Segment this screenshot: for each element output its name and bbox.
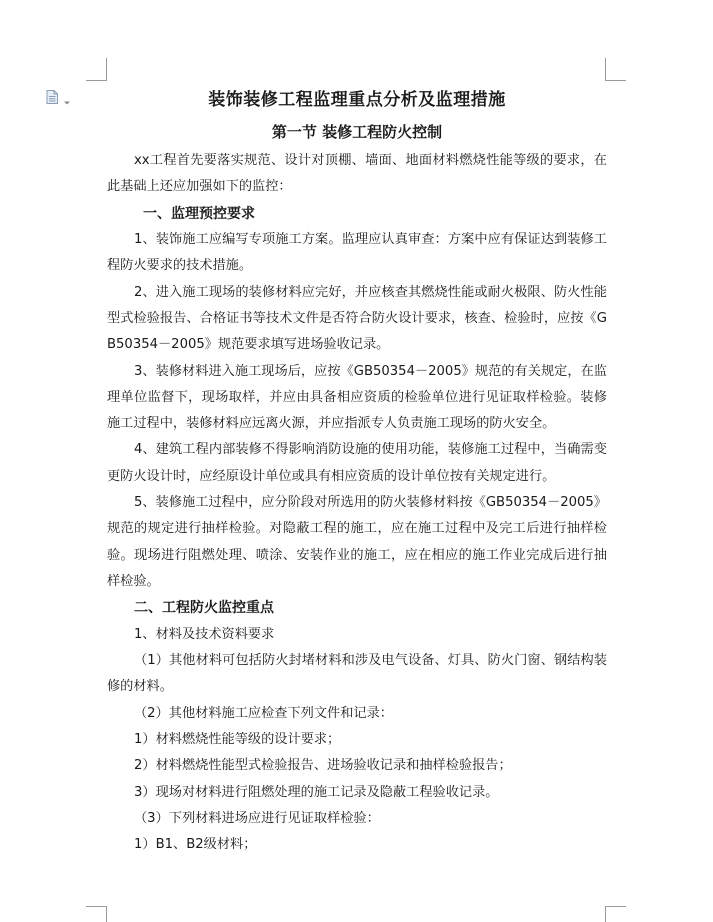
list-item: 1）材料燃烧性能等级的设计要求； <box>134 731 341 747</box>
document-icon[interactable] <box>46 90 58 104</box>
section-title: 第一节 装修工程防火控制 <box>271 123 443 141</box>
document-page <box>107 86 607 858</box>
list-item: 2）材料燃烧性能型式检验报告、进场验收记录和抽样检验报告； <box>134 758 512 774</box>
list-item: 1）B1、B2级材料； <box>134 837 257 853</box>
page-corner-bottom-left <box>86 906 107 922</box>
subheading-materials: 1、材料及技术资料要求 <box>134 626 275 642</box>
heading-fire-control-focus: 二、工程防火监控重点 <box>134 600 274 617</box>
precontrol-item-4: 4、建筑工程内部装修不得影响消防设施的使用功能，装修施工过程中，当确需变更防火设计时，应经原设计单位或具有相应资质的设计单位按有关规定进行。 <box>107 442 607 484</box>
page-corner-bottom-right <box>605 906 626 922</box>
intro-paragraph: xx工程首先要落实规范、设计对顶棚、墙面、地面材料燃烧性能等级的要求，在此基础上还应加强如下的监控： <box>107 153 607 195</box>
chevron-down-icon[interactable] <box>63 92 71 100</box>
page-corner-top-right <box>605 58 626 81</box>
page-corner-top-left <box>86 58 107 81</box>
precontrol-item-2: 2、进入施工现场的装修材料应完好，并应核查其燃烧性能或耐火极限、防火性能型式检验报告、合格证书等技术文件是否符合防火设计要求，核查、检验时，应按《GB50354－2005》规范要求填写进场验收记录。 <box>107 284 607 353</box>
document-title: 装饰装修工程监理重点分析及监理措施 <box>208 90 506 110</box>
precontrol-item-5: 5、装修施工过程中，应分阶段对所选用的防火装修材料按《GB50354－2005》规范的规定进行抽样检验。对隐蔽工程的施工，应在施工过程中及完工后进行抽样检验。现场进行阻燃处理、喷涂、安装作业的施工，应在相应的施工作业完成后进行抽样检验。 <box>107 495 607 589</box>
paragraph-other-materials: （1）其他材料可包括防火封堵材料和涉及电气设备、灯具、防火门窗、钢结构装修的材料。 <box>107 653 607 695</box>
paragraph-sampling: （3）下列材料进场应进行见证取样检验： <box>134 810 380 826</box>
list-item: 3）现场对材料进行阻燃处理的施工记录及隐蔽工程验收记录。 <box>134 784 499 800</box>
precontrol-item-1: 1、装饰施工应编写专项施工方案。监理应认真审查：方案中应有保证达到装修工程防火要求的技术措施。 <box>107 232 607 274</box>
paragraph-check-documents: （2）其他材料施工应检查下列文件和记录： <box>134 705 393 721</box>
heading-precontrol: 一、监理预控要求 <box>143 205 255 222</box>
precontrol-item-3: 3、装修材料进入施工现场后，应按《GB50354－2005》规范的有关规定，在监理单位监督下，现场取样，并应由具备相应资质的检验单位进行见证取样检验。装修施工过程中，装修材料应远离火源，并应指派专人负责施工现场的防火安全。 <box>107 363 607 432</box>
